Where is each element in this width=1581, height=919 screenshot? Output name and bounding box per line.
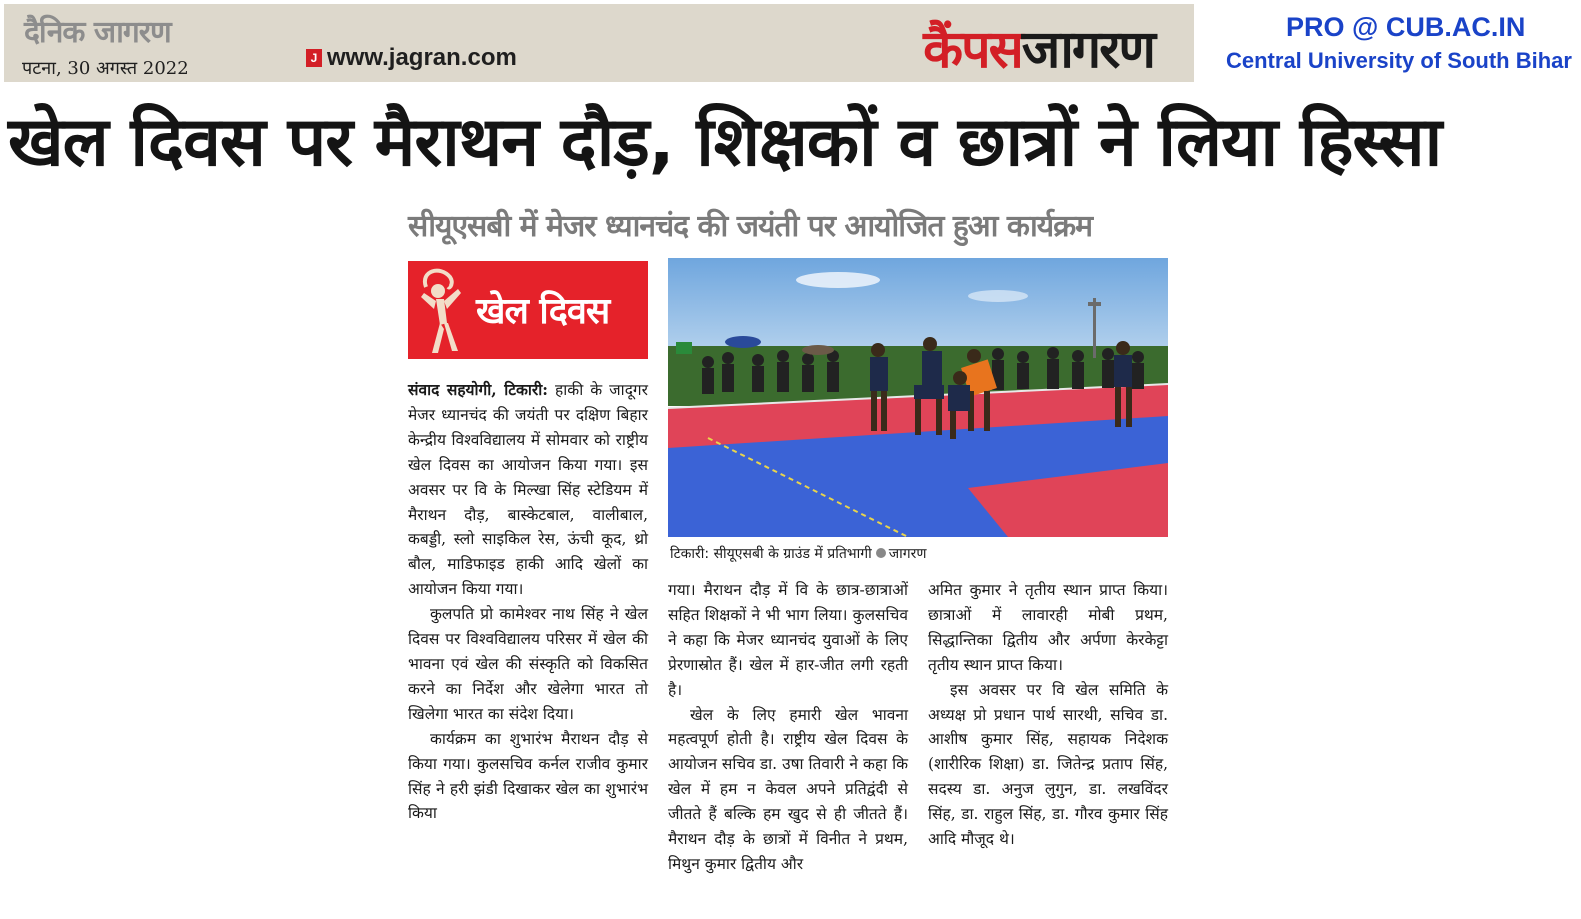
masthead — [4, 4, 1194, 82]
column-2-paragraph-2: खेल के लिए हमारी खेल भावना महत्वपूर्ण होती है। राष्ट्रीय खेल दिवस के आयोजन सचिव डा. उषा तिवारी ने कहा कि खेल में हम न केवल अपने प्रतिद्वंदी से जीतते हैं बल्कि हम खुद से ही जीतते हैं। मैराथन दौड़ के छात्रों में विनीत ने प्रथम, मिथुन कुमार द्वितीय और — [668, 705, 908, 873]
sports-day-badge — [408, 261, 648, 359]
section-brand — [923, 12, 1154, 83]
caption-text: टिकारी: सीयूएसबी के ग्राउंड में प्रतिभागी — [670, 546, 872, 562]
photo-caption — [670, 544, 927, 563]
article-column-1 — [408, 378, 648, 826]
column-1-lead: हाकी के जादूगर मेजर ध्यानचंद की जयंती पर दक्षिण बिहार केन्द्रीय विश्वविद्यालय में सोमवार को राष्ट्रीय खेल दिवस का आयोजन किया गया। इस अवसर पर वि के मिल्खा सिंह स्टेडियम में मैराथन दौड़, बास्केटबाल, वालीबाल, कबड्डी, स्लो साइकिल रेस, ऊंची कूद, थ्रो बौल, माडिफाइड हाकी आदि खेलों का आयोजन किया गया। — [408, 381, 648, 599]
article-column-3 — [928, 578, 1168, 852]
photo-illustration — [668, 258, 1168, 537]
column-2-paragraph-1: गया। मैराथन दौड़ में वि के छात्र-छात्राओं सहित शिक्षकों ने भी भाग लिया। कुलसचिव ने कहा कि मेजर ध्यानचंद युवाओं के लिए प्रेरणास्रोत हैं। खेल में हार-जीत लगी रहती है। — [668, 581, 908, 699]
article-column-2 — [668, 578, 908, 877]
column-1-paragraph-3: कार्यक्रम का शुभारंभ मैराथन दौड़ से किया गया। कुलसचिव कर्नल राजीव कुमार सिंह ने हरी झंडी दिखाकर खेल का शुभारंभ किया — [408, 729, 648, 823]
dot-icon — [876, 548, 886, 558]
article-subheadline: सीयूएसबी में मेजर ध्यानचंद की जयंती पर आयोजित हुआ कार्यक्रम — [408, 209, 1093, 244]
website-url[interactable]: www.jagran.com — [327, 44, 517, 71]
column-3-paragraph-2: इस अवसर पर वि खेल समिति के अध्यक्ष प्रो प्रधान पार्थ सारथी, सचिव डा. आशीष कुमार सिंह, सहायक निदेशक (शारीरिक शिक्षा) डा. जितेन्द्र प्रताप सिंह, सदस्य डा. अनुज लुगुन, डा. लखविंदर सिंह, डा. राहुल सिंह, डा. गौरव कुमार सिंह आदि मौजूद थे। — [928, 680, 1168, 849]
section-brand-red: कैंपस — [923, 20, 1022, 80]
paper-website[interactable] — [306, 44, 517, 72]
jagran-j-icon: J — [306, 49, 322, 67]
paper-date: पटना, 30 अगस्त 2022 — [22, 58, 189, 79]
player-figure-icon — [414, 267, 474, 357]
badge-label: खेल दिवस — [476, 291, 610, 332]
article-headline: खेल दिवस पर मैराथन दौड़, शिक्षकों व छात्रों ने लिया हिस्सा — [8, 103, 1442, 182]
photo-credit: जागरण — [888, 546, 927, 562]
column-3-paragraph-1: अमित कुमार ने तृतीय स्थान प्राप्त किया। छात्राओं में लावारही मोबी प्रथम, सिद्धान्तिका द्वितीय और अर्पणा केरकेट्टा तृतीय स्थान प्राप्त किया। — [928, 581, 1168, 674]
pro-email: PRO @ CUB.AC.IN — [1286, 12, 1526, 42]
column-1-paragraph-1 — [408, 378, 648, 602]
column-1-paragraph-2: कुलपति प्रो कामेश्वर नाथ सिंह ने खेल दिवस पर विश्वविद्यालय परिसर में खेल की भावना एवं खेल की संस्कृति को विकसित करने का निर्देश और खेलेगा भारत तो खिलेगा भारत का संदेश दिया। — [408, 605, 648, 723]
university-name: Central University of South Bihar — [1226, 48, 1572, 73]
kabaddi-match-photo — [668, 258, 1168, 537]
paper-name: दैनिक जागरण — [24, 15, 171, 50]
byline: संवाद सहयोगी, टिकारी: — [408, 380, 549, 399]
section-brand-black: जागरण — [1021, 20, 1154, 80]
